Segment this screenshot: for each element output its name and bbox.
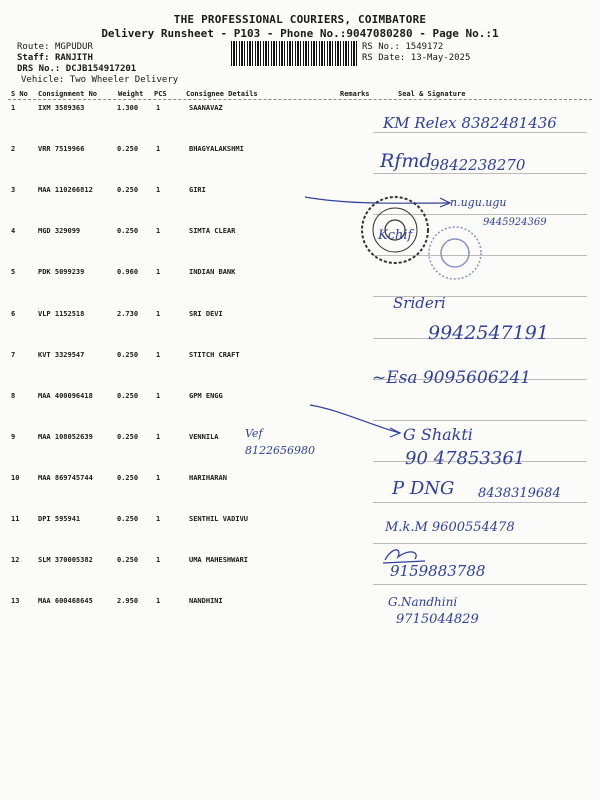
- table-row: [0, 544, 600, 585]
- cell-sno: 11: [11, 515, 20, 523]
- cell-weight: 0.250: [117, 391, 139, 400]
- cell-consignee: SIMTA CLEAR: [189, 227, 236, 236]
- cell-pcs: 1: [156, 391, 161, 400]
- cell-consignee: SAANAVAZ: [189, 104, 223, 112]
- cell-sno: 10: [11, 473, 20, 482]
- cell-pcs: 1: [156, 309, 161, 318]
- signature-row9-left: Vef: [245, 427, 263, 440]
- route-line: [17, 42, 93, 52]
- cell-consignee: VENNILA: [189, 432, 219, 441]
- phone-row9: 8122656980: [245, 444, 315, 457]
- vehicle-value: Two Wheeler Delivery: [69, 75, 179, 85]
- cell-weight: 0.250: [117, 473, 139, 482]
- cell-consignee: UMA MAHESHWARI: [189, 556, 249, 565]
- signature-row11: M.k.M 9600554478: [385, 520, 515, 535]
- cell-pcs: 1: [156, 227, 161, 236]
- cell-consignment: MAA 110266812: [38, 186, 93, 195]
- cell-pcs: 1: [156, 597, 161, 606]
- route-label: Route:: [17, 42, 50, 52]
- cell-pcs: 1: [156, 268, 161, 277]
- cell-consignment: PDK 5099239: [38, 268, 85, 277]
- rs-no-label: RS No.:: [362, 42, 400, 52]
- cell-consignment: KVT 3329547: [38, 350, 85, 359]
- runsheet-title: Delivery Runsheet - P103 - Phone No.:9047080280 - Page No.:1: [101, 27, 499, 40]
- cell-consignment: MGD 329099: [38, 227, 81, 236]
- cell-consignment: IXM 3589363: [38, 104, 85, 112]
- signature-row4: Kchif: [378, 228, 413, 243]
- cell-consignee: HARIHARAN: [189, 473, 227, 482]
- cell-pcs: 1: [156, 515, 161, 523]
- cell-sno: 1: [11, 104, 16, 112]
- signature-row9: G Shakti: [403, 425, 473, 444]
- signature-row3: n.ugu.ugu: [450, 196, 507, 209]
- route-value: MGPUDUR: [54, 42, 93, 52]
- vehicle-line: [21, 75, 178, 85]
- phone-row6: 9942547191: [428, 322, 549, 344]
- cell-consignee: BHAGYALAKSHMI: [189, 145, 244, 154]
- cell-pcs: 1: [156, 350, 161, 359]
- cell-consignee: SRI DEVI: [189, 309, 223, 318]
- rs-no-line: [362, 42, 443, 52]
- cell-consignment: MAA 600468645: [38, 597, 93, 606]
- rs-no-value: 1549172: [405, 42, 444, 52]
- signature-row6: Srideri: [393, 294, 446, 312]
- cell-consignment: VLP 1152518: [38, 309, 85, 318]
- cell-consignee: GPM ENGG: [189, 391, 223, 400]
- drs-line: [17, 64, 136, 74]
- cell-consignee: STITCH CRAFT: [189, 350, 240, 359]
- signature-row7: ~Esa 9095606241: [372, 368, 532, 388]
- staff-label: Staff:: [17, 53, 50, 63]
- cell-weight: 2.950: [117, 597, 139, 606]
- cell-weight: 0.960: [117, 268, 139, 277]
- signature-row1: KM Relex 8382481436: [383, 114, 557, 132]
- cell-weight: 1.300: [117, 104, 139, 112]
- rs-date-value: 13-May-2025: [410, 53, 471, 63]
- col-consignment: Consignment No: [38, 90, 98, 98]
- vehicle-label: Vehicle:: [21, 75, 65, 85]
- arrow-row9: [300, 395, 420, 445]
- signature-row13: G.Nandhini: [388, 595, 458, 609]
- cell-sno: 6: [11, 309, 16, 318]
- cell-sno: 4: [11, 227, 16, 236]
- staff-line: [17, 53, 93, 63]
- col-pcs: PCS: [154, 90, 167, 98]
- cell-weight: 0.250: [117, 227, 139, 236]
- signature-row10: P DNG: [392, 478, 455, 499]
- drs-value: DCJB154917201: [65, 64, 137, 74]
- phone-row4: 9445924369: [483, 217, 547, 228]
- cell-consignment: VRR 7519966: [38, 145, 85, 154]
- phone-row10b: 8438319684: [478, 486, 561, 501]
- cell-consignee: SENTHIL VADIVU: [189, 515, 249, 523]
- cell-sno: 12: [11, 556, 20, 565]
- cell-sno: 13: [11, 597, 20, 606]
- rs-date-line: [362, 53, 470, 63]
- cell-pcs: 1: [156, 104, 161, 112]
- cell-weight: 0.250: [117, 186, 139, 195]
- cell-sno: 2: [11, 145, 16, 154]
- cell-sno: 5: [11, 268, 16, 277]
- cell-consignee: GIRI: [189, 186, 206, 195]
- col-remarks: Remarks: [340, 90, 370, 98]
- cell-weight: 0.250: [117, 515, 139, 523]
- cell-consignment: MAA 869745744: [38, 473, 93, 482]
- cell-pcs: 1: [156, 473, 161, 482]
- col-weight: Weight: [118, 90, 144, 98]
- drs-label: DRS No.:: [17, 64, 61, 74]
- cell-pcs: 1: [156, 145, 161, 154]
- cell-weight: 2.730: [117, 309, 139, 318]
- cell-weight: 0.250: [117, 145, 139, 154]
- cell-consignment: MAA 108052639: [38, 432, 93, 441]
- cell-consignee: NANDHINI: [189, 597, 223, 606]
- cell-sno: 9: [11, 432, 16, 441]
- cell-sno: 8: [11, 391, 16, 400]
- rs-date-label: RS Date:: [362, 53, 406, 63]
- col-consignee: Consignee Details: [186, 90, 258, 98]
- phone-row12: 9159883788: [390, 562, 486, 580]
- cell-weight: 0.250: [117, 350, 139, 359]
- signature-strokes: [290, 185, 590, 295]
- phone-row2: 9842238270: [430, 156, 526, 174]
- cell-sno: 7: [11, 350, 16, 359]
- col-seal: Seal & Signature: [398, 90, 466, 98]
- blue-seal-icon: [429, 227, 481, 279]
- signature-row2: Rfmd: [380, 150, 432, 172]
- cell-pcs: 1: [156, 556, 161, 565]
- phone-row13: 9715044829: [396, 612, 479, 627]
- cell-weight: 0.250: [117, 432, 139, 441]
- col-sno: S No: [11, 90, 28, 98]
- table-row: [0, 585, 600, 626]
- cell-weight: 0.250: [117, 556, 139, 565]
- barcode: [231, 41, 357, 66]
- cell-sno: 3: [11, 186, 16, 195]
- cell-consignment: DPI 595941: [38, 515, 81, 523]
- scribble-row12: [380, 545, 440, 567]
- cell-consignee: INDIAN BANK: [189, 268, 236, 277]
- cell-consignment: MAA 400096418: [38, 391, 93, 400]
- cell-pcs: 1: [156, 432, 161, 441]
- cell-consignment: SLM 370005382: [38, 556, 93, 565]
- cell-pcs: 1: [156, 186, 161, 195]
- phone-row10a: 90 47853361: [405, 448, 526, 469]
- staff-value: RANJITH: [54, 53, 93, 63]
- company-title: THE PROFESSIONAL COURIERS, COIMBATORE: [173, 13, 427, 26]
